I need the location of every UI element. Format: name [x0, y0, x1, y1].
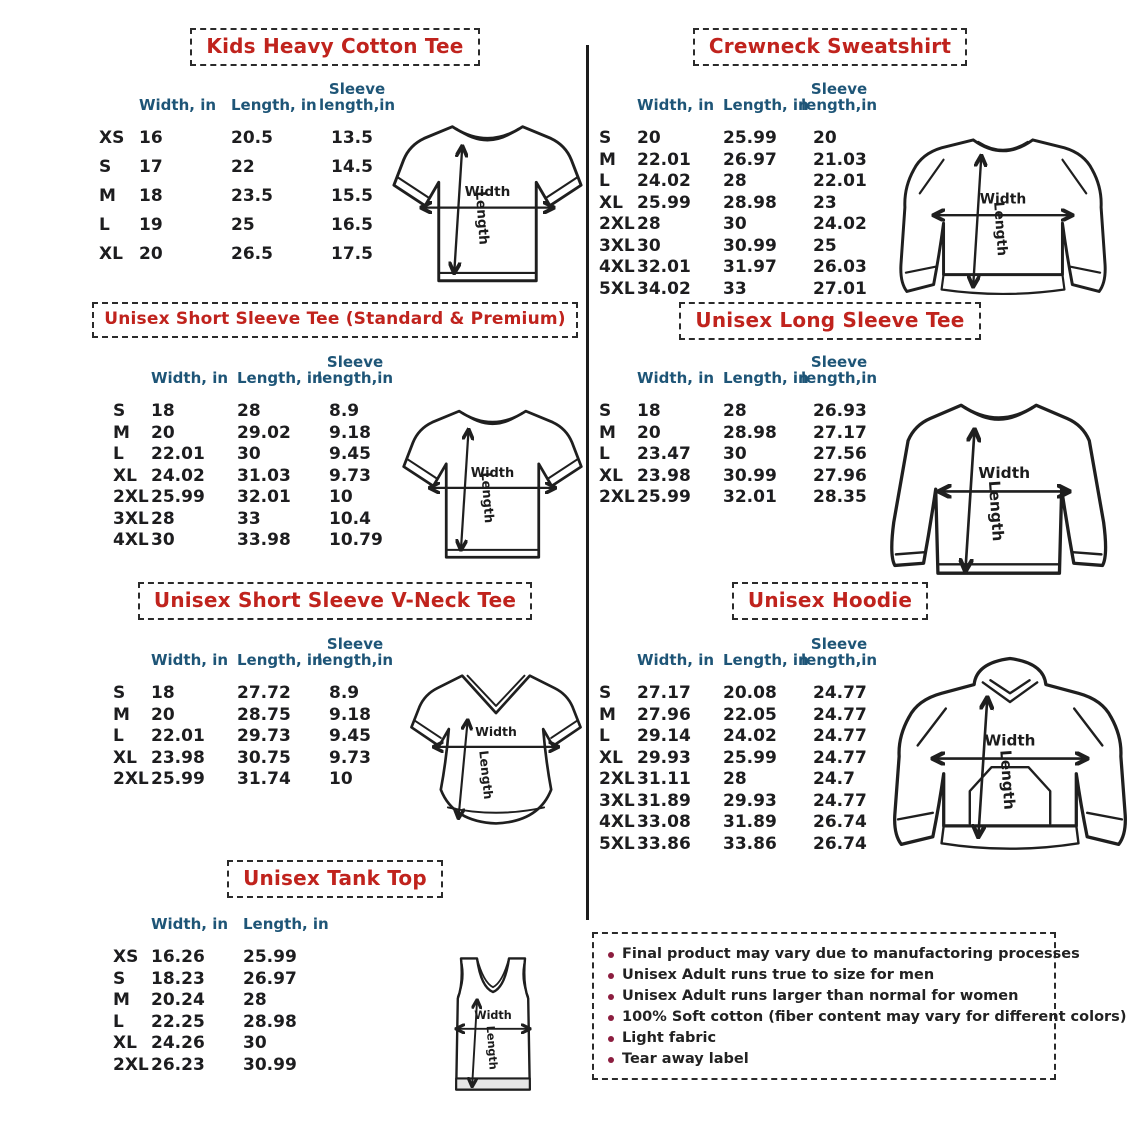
sleeve-cell: 24.77	[813, 704, 867, 725]
size-cell: XL	[113, 465, 137, 486]
table-row	[599, 257, 885, 279]
section-title-short-sleeve: Unisex Short Sleeve Tee (Standard & Premium)	[92, 302, 578, 338]
width-cell: 29.14	[637, 726, 691, 746]
size-cell: M	[99, 186, 116, 206]
length-cell: 30.75	[237, 747, 291, 768]
sleeve-column-header: Sleeve length,in	[317, 635, 394, 669]
sleeve-cell: 27.01	[813, 278, 867, 299]
length-column-header: Length, in	[723, 651, 809, 669]
length-cell: 33.86	[723, 833, 777, 854]
table-row	[599, 193, 885, 215]
size-cell: M	[113, 990, 130, 1010]
tshirt-illustration	[390, 115, 585, 295]
length-cell: 30.99	[723, 235, 777, 256]
width-cell: 16	[139, 128, 163, 148]
sleeve-cell: 23	[813, 192, 837, 213]
width-cell: 18	[151, 683, 175, 703]
sleeve-cell: 27.17	[813, 422, 867, 443]
sleeve-column-header: Sleeve length,in	[801, 635, 878, 669]
width-cell: 24.26	[151, 1033, 205, 1053]
table-header-row	[599, 353, 885, 387]
note-item: Unisex Adult runs larger than normal for women	[606, 986, 1042, 1007]
size-cell: M	[113, 422, 130, 443]
table-row	[599, 791, 885, 813]
width-cell: 23.47	[637, 444, 691, 464]
hoodie-illustration	[885, 652, 1135, 875]
length-cell: 30	[237, 444, 261, 464]
section-header	[595, 582, 1065, 624]
width-cell: 23.98	[637, 465, 691, 486]
size-cell: L	[113, 1011, 124, 1032]
table-row	[599, 279, 885, 301]
sleeve-cell: 9.73	[329, 465, 371, 486]
table-row	[113, 509, 385, 531]
width-dimension-label: Width	[464, 183, 511, 200]
size-cell: L	[113, 726, 124, 746]
size-cell: L	[599, 726, 610, 746]
table-row	[599, 171, 885, 193]
sleeve-cell: 14.5	[331, 157, 373, 177]
size-cell: S	[599, 401, 612, 421]
section-header	[85, 28, 585, 70]
section-title-tank: Unisex Tank Top	[227, 860, 443, 898]
size-cell: 2XL	[599, 769, 635, 789]
width-dimension-label: Width	[979, 191, 1027, 208]
length-dimension-label: Length	[984, 480, 1008, 542]
length-column-header: Length, in	[723, 96, 809, 114]
length-cell: 29.93	[723, 790, 777, 811]
size-cell: 2XL	[113, 1054, 149, 1075]
width-cell: 30	[637, 235, 661, 256]
length-cell: 30.99	[723, 465, 777, 486]
sleeve-cell: 9.73	[329, 747, 371, 768]
section-header	[85, 582, 585, 624]
table-row	[113, 444, 385, 466]
length-cell: 28	[243, 990, 267, 1010]
length-cell: 28	[723, 171, 747, 191]
length-cell: 24.02	[723, 726, 777, 746]
length-dimension-label: Length	[471, 190, 492, 246]
tshirt-illustration	[400, 400, 585, 571]
sleeve-column-header: Sleeve length,in	[317, 353, 394, 387]
length-dimension-label: Length	[483, 1025, 500, 1071]
section-title-hoodie: Unisex Hoodie	[732, 582, 928, 620]
size-cell: M	[599, 149, 616, 170]
width-cell: 20	[637, 422, 661, 443]
width-cell: 31.11	[637, 769, 691, 789]
section-crewneck-sweatshirt	[595, 28, 1140, 311]
width-cell: 18	[637, 401, 661, 421]
sleeve-column-header: Sleeve length,in	[801, 80, 878, 114]
length-cell: 20.08	[723, 683, 777, 703]
width-cell: 20	[151, 704, 175, 725]
length-dimension-label: Length	[996, 749, 1019, 811]
width-cell: 22.01	[637, 149, 691, 170]
width-cell: 32.01	[637, 257, 691, 277]
section-unisex-vneck-tee	[85, 582, 585, 839]
width-cell: 29.93	[637, 747, 691, 768]
table-header-row	[599, 635, 885, 669]
table-row	[113, 1033, 329, 1055]
width-dimension-label: Width	[984, 731, 1036, 750]
note-item: 100% Soft cotton (fiber content may vary for different colors)	[606, 1007, 1042, 1028]
sleeve-cell: 26.74	[813, 812, 867, 832]
length-cell: 30	[723, 444, 747, 464]
size-cell: M	[599, 704, 616, 725]
length-dimension-label: Length	[990, 201, 1010, 257]
vneck-tee-illustration	[407, 665, 585, 839]
length-cell: 33	[723, 278, 747, 299]
width-dimension-label: Width	[474, 1009, 512, 1023]
width-column-header: Width, in	[637, 96, 715, 114]
size-cell: 3XL	[113, 508, 149, 529]
size-cell: 2XL	[599, 214, 635, 234]
width-cell: 25.99	[637, 192, 691, 213]
table-row	[113, 683, 385, 705]
section-title-long-sleeve: Unisex Long Sleeve Tee	[679, 302, 980, 340]
sleeve-cell: 22.01	[813, 171, 867, 191]
size-cell: XL	[599, 747, 623, 768]
table-header-row	[599, 80, 885, 114]
sleeve-cell: 24.7	[813, 769, 855, 789]
section-kids-heavy-cotton-tee	[85, 28, 585, 295]
length-cell: 26.97	[723, 149, 777, 170]
length-cell: 28.98	[723, 192, 777, 213]
length-cell: 26.97	[243, 968, 297, 989]
width-column-header: Width, in	[637, 651, 715, 669]
sleeve-cell: 8.9	[329, 683, 360, 703]
width-cell: 25.99	[151, 769, 205, 789]
table-header-row	[113, 635, 394, 669]
size-cell: 3XL	[599, 790, 635, 811]
width-cell: 24.02	[637, 171, 691, 191]
table-row	[113, 769, 385, 791]
table-row	[99, 186, 387, 215]
size-cell: L	[599, 444, 610, 464]
length-cell: 29.73	[237, 726, 291, 746]
table-row	[599, 444, 885, 466]
table-row	[599, 214, 885, 236]
length-cell: 25	[231, 215, 255, 235]
length-cell: 23.5	[231, 186, 273, 206]
table-row	[113, 530, 385, 552]
length-dimension-label: Length	[476, 749, 497, 800]
sleeve-cell: 28.35	[813, 487, 867, 507]
table-row	[599, 726, 885, 748]
sleeve-cell: 24.77	[813, 790, 867, 811]
width-dimension-label: Width	[475, 724, 517, 740]
vneck-size-table	[113, 635, 394, 791]
crewneck-size-table	[599, 80, 885, 300]
table-row	[113, 423, 385, 445]
sleeve-cell: 27.56	[813, 444, 867, 464]
table-row	[113, 487, 385, 509]
width-cell: 18	[139, 186, 163, 206]
width-dimension-label: Width	[978, 464, 1031, 483]
width-column-header: Width, in	[151, 651, 229, 669]
size-cell: XL	[113, 747, 137, 768]
length-column-header: Length, in	[243, 915, 329, 933]
table-row	[113, 969, 329, 991]
sleeve-cell: 24.02	[813, 214, 867, 234]
tank-top-illustration	[437, 952, 549, 1116]
sleeve-cell: 9.18	[329, 422, 371, 443]
width-cell: 30	[151, 530, 175, 550]
length-column-header: Length, in	[237, 651, 323, 669]
width-cell: 20	[151, 422, 175, 443]
length-cell: 25.99	[723, 747, 777, 768]
section-title-kids-tee: Kids Heavy Cotton Tee	[190, 28, 479, 66]
length-cell: 28.98	[723, 422, 777, 443]
width-cell: 33.08	[637, 812, 691, 832]
size-cell: 4XL	[599, 812, 635, 832]
size-cell: S	[599, 683, 612, 703]
sleeve-cell: 25	[813, 235, 837, 256]
width-cell: 18	[151, 401, 175, 421]
width-cell: 25.99	[151, 487, 205, 507]
length-column-header: Length, in	[231, 96, 317, 114]
sleeve-cell: 24.77	[813, 747, 867, 768]
table-header-row	[113, 915, 329, 933]
note-item: Light fabric	[606, 1028, 1042, 1049]
width-cell: 28	[637, 214, 661, 234]
width-cell: 18.23	[151, 968, 205, 989]
sleeve-cell: 10.79	[329, 530, 383, 550]
length-cell: 32.01	[723, 487, 777, 507]
tank-size-table	[113, 915, 329, 1076]
size-cell: M	[599, 422, 616, 443]
short-sleeve-size-table	[113, 353, 394, 552]
note-item: Final product may vary due to manufactoring processes	[606, 944, 1042, 965]
size-cell: 4XL	[113, 530, 149, 550]
size-cell: 3XL	[599, 235, 635, 256]
sleeve-cell: 9.45	[329, 726, 371, 746]
sleeve-cell: 27.96	[813, 465, 867, 486]
size-cell: S	[113, 968, 126, 989]
length-cell: 33	[237, 508, 261, 529]
length-cell: 29.02	[237, 422, 291, 443]
size-cell: 2XL	[113, 769, 149, 789]
width-column-header: Width, in	[637, 369, 715, 387]
width-cell: 20.24	[151, 990, 205, 1010]
hoodie-size-table	[599, 635, 885, 855]
sleeve-column-header: Sleeve length,in	[801, 353, 878, 387]
sleeve-cell: 9.45	[329, 444, 371, 464]
size-cell: M	[113, 704, 130, 725]
table-row	[599, 769, 885, 791]
size-cell: 2XL	[113, 487, 149, 507]
length-cell: 28	[237, 401, 261, 421]
length-cell: 25.99	[243, 947, 297, 967]
length-cell: 31.97	[723, 257, 777, 277]
sleeve-cell: 21.03	[813, 149, 867, 170]
sleeve-cell: 16.5	[331, 215, 373, 235]
table-row	[99, 128, 387, 157]
length-cell: 25.99	[723, 128, 777, 148]
table-row	[113, 466, 385, 488]
width-cell: 16.26	[151, 947, 205, 967]
width-cell: 25.99	[637, 487, 691, 507]
width-cell: 20	[139, 244, 163, 264]
length-cell: 26.5	[231, 244, 273, 264]
table-row	[599, 705, 885, 727]
section-header	[595, 28, 1065, 70]
size-cell: S	[113, 683, 126, 703]
width-cell: 17	[139, 157, 163, 177]
table-row	[599, 683, 885, 705]
size-cell: L	[99, 215, 110, 235]
table-row	[599, 812, 885, 834]
table-row	[99, 157, 387, 186]
section-unisex-long-sleeve-tee	[595, 302, 1140, 602]
width-cell: 22.25	[151, 1011, 205, 1032]
width-cell: 22.01	[151, 726, 205, 746]
sleeve-cell: 10	[329, 769, 353, 789]
width-cell: 34.02	[637, 278, 691, 299]
length-column-header: Length, in	[237, 369, 323, 387]
table-row	[113, 1012, 329, 1034]
length-cell: 33.98	[237, 530, 291, 550]
column-divider-line	[586, 45, 589, 920]
long-sleeve-tee-illustration	[886, 392, 1118, 602]
table-row	[599, 236, 885, 258]
table-header-row	[113, 353, 394, 387]
size-cell: XS	[99, 128, 125, 148]
length-cell: 27.72	[237, 683, 291, 703]
table-row	[599, 748, 885, 770]
length-cell: 22	[231, 157, 255, 177]
size-cell: XL	[599, 192, 623, 213]
section-unisex-tank-top	[85, 860, 585, 1116]
length-cell: 30	[243, 1033, 267, 1053]
length-cell: 31.74	[237, 769, 291, 789]
width-cell: 19	[139, 215, 163, 235]
size-cell: S	[99, 157, 112, 177]
width-cell: 20	[637, 128, 661, 148]
table-row	[113, 726, 385, 748]
table-row	[599, 466, 885, 488]
width-cell: 27.17	[637, 683, 691, 703]
sleeve-cell: 20	[813, 128, 837, 148]
length-cell: 28	[723, 401, 747, 421]
sleeve-column-header: Sleeve length,in	[319, 80, 396, 114]
size-cell: XL	[599, 465, 623, 486]
kids-tee-size-table	[99, 80, 396, 273]
table-row	[113, 1055, 329, 1077]
size-cell: S	[599, 128, 612, 148]
length-cell: 28.98	[243, 1011, 297, 1032]
table-row	[599, 401, 885, 423]
size-cell: L	[599, 171, 610, 191]
width-column-header: Width, in	[151, 915, 229, 933]
section-header	[85, 860, 585, 902]
width-cell: 27.96	[637, 704, 691, 725]
length-cell: 20.5	[231, 128, 273, 148]
table-row	[599, 834, 885, 856]
width-cell: 22.01	[151, 444, 205, 464]
width-cell: 28	[151, 508, 175, 529]
size-cell: 5XL	[599, 278, 635, 299]
width-dimension-label: Width	[470, 465, 515, 481]
length-cell: 32.01	[237, 487, 291, 507]
sleeve-cell: 9.18	[329, 704, 371, 725]
width-cell: 26.23	[151, 1054, 205, 1075]
width-cell: 33.86	[637, 833, 691, 854]
width-column-header: Width, in	[151, 369, 229, 387]
table-row	[113, 748, 385, 770]
sweatshirt-illustration	[894, 128, 1112, 311]
product-notes-box	[592, 932, 1127, 1080]
table-row	[113, 401, 385, 423]
sleeve-cell: 26.74	[813, 833, 867, 854]
table-row	[599, 487, 885, 509]
size-cell: 4XL	[599, 257, 635, 277]
size-cell: 2XL	[599, 487, 635, 507]
sleeve-cell: 15.5	[331, 186, 373, 206]
table-row	[99, 215, 387, 244]
length-cell: 30	[723, 214, 747, 234]
sleeve-cell: 26.03	[813, 257, 867, 277]
length-cell: 22.05	[723, 704, 777, 725]
table-row	[599, 150, 885, 172]
width-cell: 23.98	[151, 747, 205, 768]
length-cell: 31.03	[237, 465, 291, 486]
length-cell: 30.99	[243, 1054, 297, 1075]
size-cell: XL	[99, 244, 123, 264]
sleeve-cell: 24.77	[813, 726, 867, 746]
width-column-header: Width, in	[139, 96, 217, 114]
width-cell: 24.02	[151, 465, 205, 486]
sleeve-cell: 26.93	[813, 401, 867, 421]
sleeve-cell: 8.9	[329, 401, 360, 421]
sleeve-cell: 10.4	[329, 508, 371, 529]
width-cell: 31.89	[637, 790, 691, 811]
sleeve-cell: 10	[329, 487, 353, 507]
size-cell: S	[113, 401, 126, 421]
sleeve-cell: 17.5	[331, 244, 373, 264]
section-unisex-hoodie	[595, 582, 1140, 875]
table-row	[599, 423, 885, 445]
size-cell: 5XL	[599, 833, 635, 854]
sleeve-cell: 13.5	[331, 128, 373, 148]
table-row	[99, 244, 387, 273]
length-cell: 31.89	[723, 812, 777, 832]
table-row	[113, 990, 329, 1012]
length-cell: 28	[723, 769, 747, 789]
size-cell: XL	[113, 1033, 137, 1053]
long-sleeve-size-table	[599, 353, 885, 509]
section-header	[595, 302, 1065, 344]
size-cell: XS	[113, 947, 139, 967]
table-header-row	[99, 80, 396, 114]
table-row	[113, 947, 329, 969]
section-title-vneck: Unisex Short Sleeve V-Neck Tee	[138, 582, 532, 620]
sleeve-cell: 24.77	[813, 683, 867, 703]
size-cell: L	[113, 444, 124, 464]
length-column-header: Length, in	[723, 369, 809, 387]
length-dimension-label: Length	[477, 471, 496, 524]
note-item: Tear away label	[606, 1049, 1042, 1070]
section-unisex-short-sleeve-tee	[85, 302, 585, 571]
section-title-crewneck: Crewneck Sweatshirt	[693, 28, 967, 66]
section-header	[85, 302, 585, 344]
note-item: Unisex Adult runs true to size for men	[606, 965, 1042, 986]
table-row	[599, 128, 885, 150]
table-row	[113, 705, 385, 727]
length-cell: 28.75	[237, 704, 291, 725]
